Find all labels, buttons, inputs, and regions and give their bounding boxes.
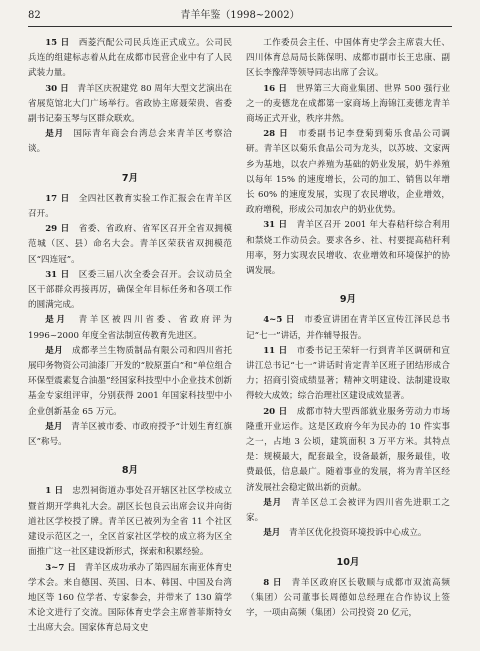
right-column	[246, 36, 450, 621]
entry-date: 8 日	[263, 577, 283, 588]
month-heading: 7月	[121, 172, 139, 184]
entry-text: 青羊区召开 2001 年大春秸秆综合利用和禁烧工作动员会。要求各乡、社、村要提高秸秆利用率，努力实现农民增收、农业增效和环境保护的协调发展。	[246, 220, 450, 277]
chronicle-entry	[28, 127, 232, 157]
entry-text: 西菱汽配公司民兵连正式成立。公司民兵连的组建标志着从此在成都市民营企业中有了人民武装力量。	[28, 38, 232, 79]
chronicle-entry	[246, 218, 450, 279]
entry-text: 成都市特大型西部就业服务劳动力市场隆重开业运作。这是区政府今年为民办的 10 件实事之一，占地 3 公顷，建筑面积 3 万平方米。其特点是：规模最大，配套最全，设备最新，服务最佳，收费最低，信息最广。随着事业的发展，将为青羊区经济发展社会稳定做出新的贡献。	[246, 406, 450, 493]
entry-date: 1 日	[45, 486, 64, 497]
entry-text: 青羊区优化投资环境投诉中心成立。	[289, 528, 427, 539]
chronicle-entry	[246, 496, 450, 526]
chronicle-entry	[246, 405, 450, 496]
entry-text: 市委宣讲团在青羊区宣传江泽民总书记“七一”讲话，并作辅导报告。	[246, 315, 450, 341]
chronicle-entry	[28, 484, 232, 560]
entry-date: 11 日	[263, 345, 288, 356]
month-heading: 8月	[121, 465, 139, 477]
entry-text: 成都孝兰生物质制品有限公司和四川省托展印务物资公司油漆厂开发的“胶原蛋白”和“单位组合环保型震素复合油墨”经国家科技型中小企业技术创新基金专家组评审，分别获得 2001 年国家科技型中小企业创新基金 65 万元。	[28, 345, 232, 417]
entry-date: 是月	[263, 528, 281, 539]
entry-date: 16 日	[263, 83, 288, 94]
entry-date: 17 日	[45, 193, 70, 204]
entry-date: 是月	[45, 345, 64, 356]
running-title: 青羊年鉴（1998~2002）	[180, 10, 300, 21]
entry-text: 青羊区被市委、市政府授予“计划生育红旗区”称号。	[28, 421, 232, 448]
entry-text: 青羊区被四川省委、省政府评为 1996~2000 年度全省法制宣传教育先进区。	[28, 315, 232, 341]
entry-date: 31 日	[263, 220, 288, 231]
entry-date: 29 日	[45, 224, 70, 235]
chronicle-entry	[246, 313, 450, 343]
entry-text: 市委书记王荣轩一行到青羊区调研和宣讲江总书记“七一”讲话时肯定青羊区班子团结形成合力；招商引资成绩显著；精神文明建设、法制建设取得较大成效；综合治理社区建设成效显著。	[246, 345, 450, 402]
entry-date: 30 日	[45, 83, 69, 94]
chronicle-entry	[28, 36, 232, 82]
chronicle-entry	[246, 82, 450, 128]
chronicle-entry	[246, 576, 450, 622]
chronicle-entry	[28, 420, 232, 450]
entry-text: 青羊区成功承办了第四届东南亚体育史学术会。来自德国、英国、日本、韩国、中国及台湾地区等 160 位学者、专家参会，并带来了 130 篇学术论文进行了交流。国际体育史学会主席普菲斯特女士出席大会。国家体育总局文史	[28, 562, 232, 634]
entry-text: 区委三届八次全委会召开。会议动员全区干部群众再接再厉，确保全年目标任务和各项工作的圆满完成。	[28, 269, 232, 311]
month-heading: 10月	[336, 556, 360, 568]
entry-date: 是月	[263, 497, 282, 508]
entry-text: 青羊区政府区长敬顺与成都市双流高频（集团）公司董事长周德如总经理在合作协议上签字，一项由高频（集团）公司投资 20 亿元，	[246, 577, 450, 619]
chronicle-entry	[28, 192, 232, 222]
entry-text: 世界第三大商业集团、世界 500 强行业之一的麦德龙在成都第一家商场上海锦江麦德龙青羊商场正式开业，秩序井然。	[246, 83, 450, 125]
entry-text: 省委、省政府、省军区召开全省双拥模范城（区、县）命名大会。青羊区荣获省双拥模范区“四连冠”。	[28, 224, 232, 265]
entry-date: 20 日	[263, 406, 288, 417]
entry-text: 青羊区庆祝建党 80 周年大型文艺演出在省展览馆北大门广场举行。省政协主席聂荣贵、省委副书记秦玉琴与区群众联欢。	[28, 83, 232, 125]
entry-text: 全四社区教育实验工作汇报会在青羊区召开。	[28, 193, 232, 220]
entry-text: 青羊区总工会被评为四川省先进职工之家。	[246, 497, 450, 524]
chronicle-entry	[28, 222, 232, 268]
entry-date: 15 日	[45, 38, 70, 48]
chronicle-entry	[246, 344, 450, 405]
chronicle-entry	[246, 127, 450, 218]
page-header	[28, 6, 452, 27]
entry-date: 4~5 日	[263, 315, 296, 326]
left-column	[28, 36, 232, 637]
entry-date: 是月	[45, 129, 64, 140]
page-number: 82	[28, 10, 41, 21]
entry-text: 市委副书记李登菊到菊乐食品公司调研。青羊区以菊乐食品公司为龙头，以苏坡、文家两乡为基地，以农户养殖为基础的奶业发展，奶牛养殖以每年 15% 的速度增长，公司的加工、销售以年增长 60% 的速度发展，实现了农民增收，企业增效，政府增税，形成公司加农户的奶业优势。	[246, 129, 450, 216]
entry-date: 3~7 日	[45, 562, 77, 573]
chronicle-entry	[28, 82, 232, 128]
chronicle-entry	[28, 268, 232, 314]
entry-text: 国际青年商会台湾总会来青羊区考察洽谈。	[28, 129, 232, 155]
entry-text: 忠烈祠街道办事处召开辖区社区学校成立暨首期开学典礼大会。副区长包良云出席会议并向街道社区学校授了牌。青羊区已被列为全省 11 个社区建设示范区之一，全区首家社区学校的成立将为区全面推广这一社区建设新形式，探索和积累经验。	[28, 486, 232, 558]
chronicle-entry	[28, 344, 232, 420]
month-heading: 9月	[339, 294, 357, 306]
entry-date: 28 日	[263, 129, 289, 140]
chronicle-entry	[246, 526, 450, 541]
entry-date: 是月	[45, 315, 68, 326]
chronicle-entry	[246, 36, 450, 82]
entry-date: 31 日	[45, 269, 70, 280]
entry-text: 工作委员会主任、中国体育史学会主席袁大任、四川体育总局局长陈保明、成都市副市长王忠康、副区长李豫萍等领导同志出席了会议。	[246, 38, 450, 79]
chronicle-entry	[28, 313, 232, 343]
entry-date: 是月	[45, 421, 63, 432]
chronicle-entry	[28, 561, 232, 637]
